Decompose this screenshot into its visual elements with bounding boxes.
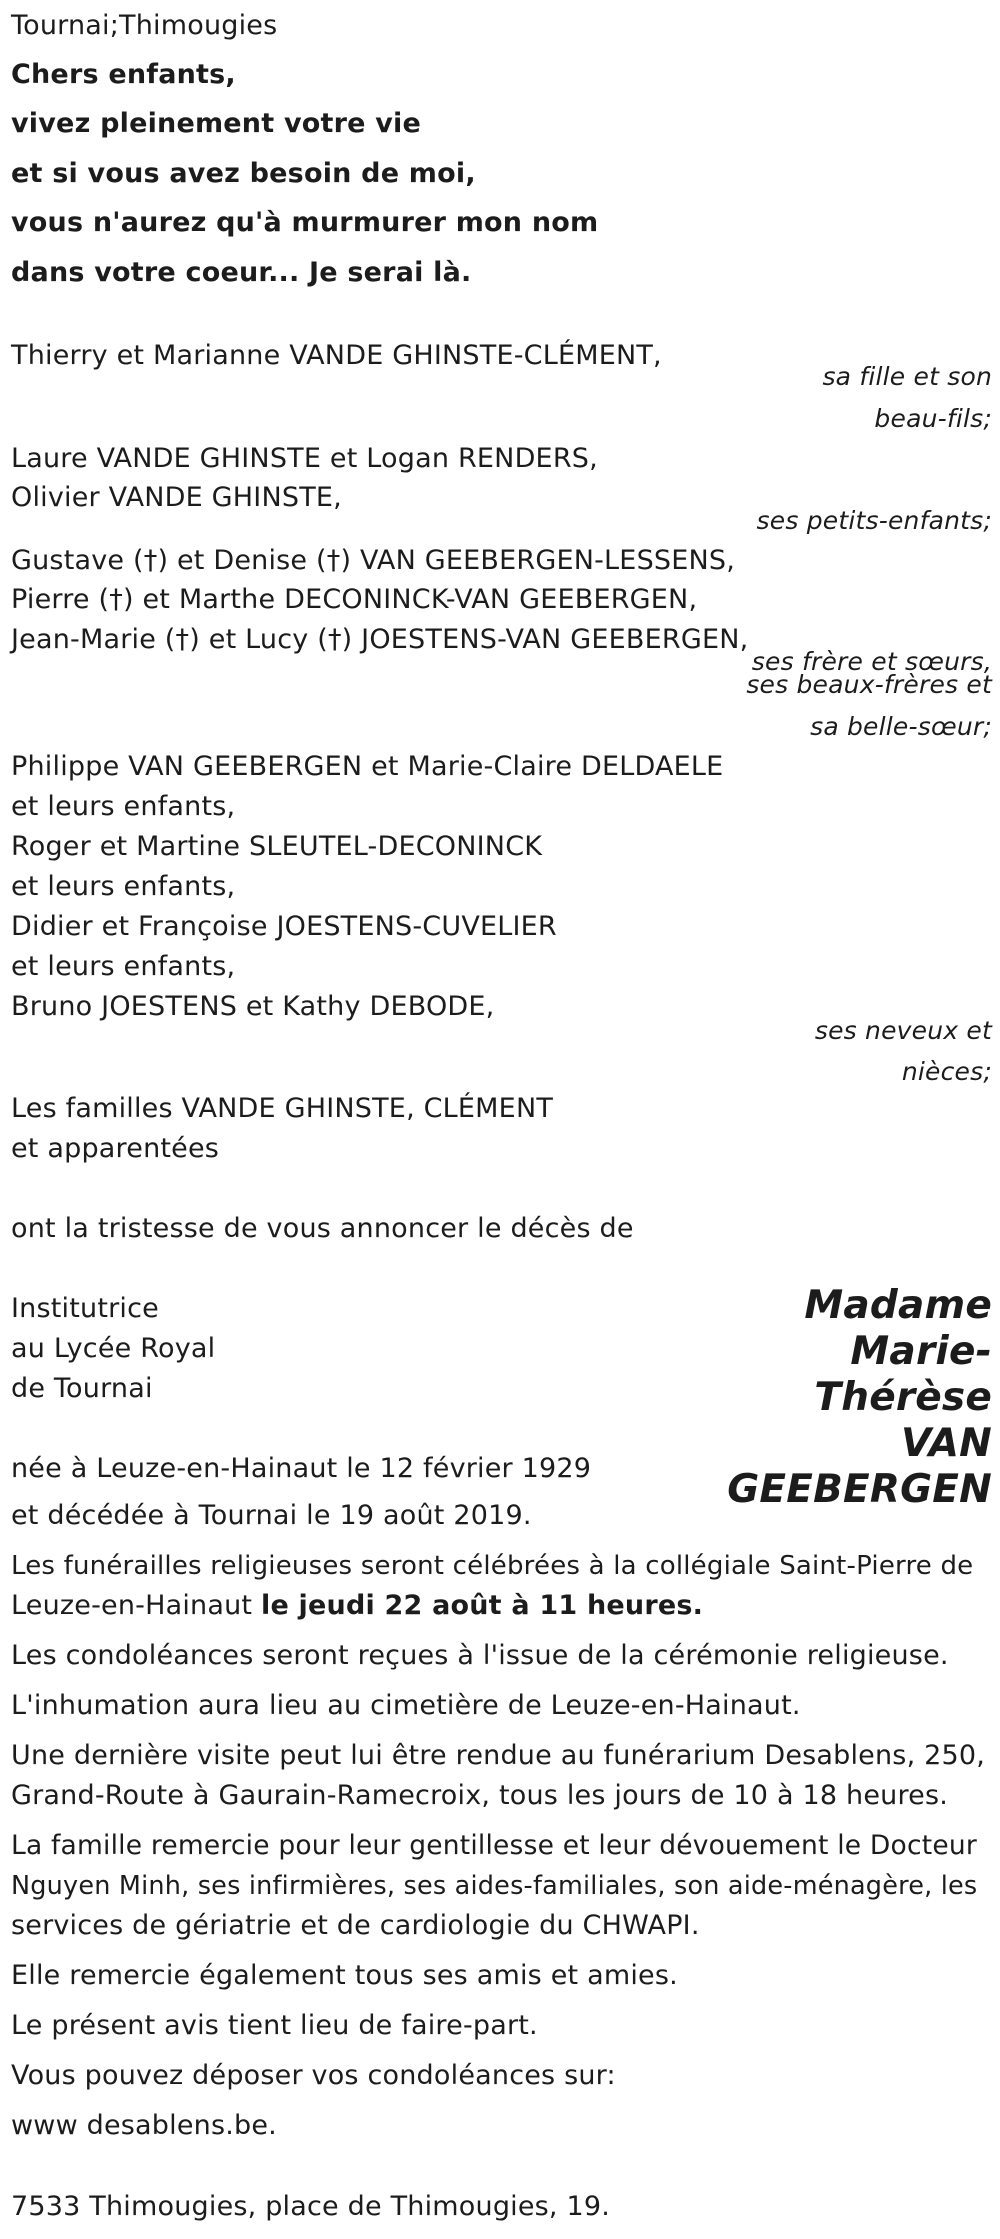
thanks-friends-text: Elle remercie également tous ses amis et amies. — [11, 1960, 678, 1991]
occupation-line: de Tournai — [11, 1373, 153, 1404]
poem-line: dans votre coeur... Je serai là. — [11, 257, 472, 288]
family-names: Les familles VANDE GHINSTE, CLÉMENT — [11, 1093, 554, 1124]
burial-text: L'inhumation aura lieu au cimetière de Leuze-en-Hainaut. — [11, 1690, 801, 1721]
online-condolences-text: Vous pouvez déposer vos condoléances sur: — [11, 2060, 616, 2091]
family-names: Jean-Marie (†) et Lucy (†) JOESTENS-VAN GEEBERGEN, — [11, 624, 749, 655]
family-names: et leurs enfants, — [11, 791, 236, 822]
deceased-name-line: Thérèse — [814, 1375, 992, 1420]
relation-label: ses frère et sœurs, — [751, 647, 992, 676]
deceased-name-line: Madame — [804, 1283, 992, 1328]
relation-label: ses beaux-frères et — [746, 670, 992, 699]
funeral-line — [11, 1586, 703, 1626]
relation-label: ses neveux et — [814, 1016, 992, 1045]
family-names: et apparentées — [11, 1133, 220, 1164]
announcement-text: ont la tristesse de vous annoncer le décès de — [11, 1213, 634, 1244]
family-names: Olivier VANDE GHINSTE, — [11, 482, 342, 513]
family-names: Didier et Françoise JOESTENS-CUVELIER — [11, 911, 557, 942]
poem-line: Chers enfants, — [11, 59, 236, 90]
family-names: Roger et Martine SLEUTEL-DECONINCK — [11, 831, 543, 862]
occupation-line: Institutrice — [11, 1293, 159, 1324]
family-names: Philippe VAN GEEBERGEN et Marie-Claire DELDAELE — [11, 751, 724, 782]
location-header: Tournai;Thimougies — [11, 10, 278, 41]
visit-line: Grand-Route à Gaurain-Ramecroix, tous les jours de 10 à 18 heures. — [11, 1780, 949, 1811]
poem-line: et si vous avez besoin de moi, — [11, 158, 476, 189]
funeral-date: le jeudi 22 août à 11 heures. — [260, 1590, 704, 1621]
occupation-line: au Lycée Royal — [11, 1333, 216, 1364]
deceased-name-line: VAN — [901, 1421, 992, 1466]
family-names: Bruno JOESTENS et Kathy DEBODE, — [11, 991, 495, 1022]
website-text: www desablens.be. — [11, 2110, 277, 2141]
relation-label: ses petits-enfants; — [756, 506, 992, 535]
visit-line: Une dernière visite peut lui être rendue au funérarium Desablens, 250, — [11, 1740, 986, 1771]
deceased-name-line: GEEBERGEN — [727, 1467, 992, 1512]
funeral-line: Les funérailles religieuses seront célébrées à la collégiale Saint-Pierre de — [11, 1551, 974, 1581]
poem-line: vivez pleinement votre vie — [11, 108, 421, 139]
family-names: Pierre (†) et Marthe DECONINCK-VAN GEEBERGEN, — [11, 584, 698, 615]
thanks-line: Nguyen Minh, ses infirmières, ses aides-familiales, son aide-ménagère, les — [11, 1871, 978, 1901]
family-names: Thierry et Marianne VANDE GHINSTE-CLÉMENT, — [11, 340, 662, 371]
funeral-place: Leuze-en-Hainaut — [11, 1590, 261, 1621]
death-info: et décédée à Tournai le 19 août 2019. — [11, 1500, 532, 1531]
family-names: Laure VANDE GHINSTE et Logan RENDERS, — [11, 443, 598, 474]
family-names: et leurs enfants, — [11, 871, 236, 902]
thanks-line: services de gériatrie et de cardiologie du CHWAPI. — [11, 1910, 700, 1941]
family-names: et leurs enfants, — [11, 951, 236, 982]
poem-line: vous n'aurez qu'à murmurer mon nom — [11, 207, 599, 238]
relation-label: beau-fils; — [874, 404, 992, 433]
birth-info: née à Leuze-en-Hainaut le 12 février 1929 — [11, 1453, 592, 1484]
deceased-name — [727, 1283, 992, 1513]
relation-label: sa fille et son — [822, 362, 992, 391]
notice-text: Le présent avis tient lieu de faire-part. — [11, 2010, 538, 2041]
family-names: Gustave (†) et Denise (†) VAN GEEBERGEN-LESSENS, — [11, 545, 736, 576]
condolences-text: Les condoléances seront reçues à l'issue de la cérémonie religieuse. — [11, 1640, 949, 1671]
relation-label: sa belle-sœur; — [810, 712, 992, 741]
address-text: 7533 Thimougies, place de Thimougies, 19. — [11, 2191, 611, 2222]
thanks-line: La famille remercie pour leur gentillesse et leur dévouement le Docteur — [11, 1830, 977, 1861]
relation-label: nièces; — [901, 1057, 992, 1086]
deceased-name-line: Marie- — [850, 1329, 992, 1374]
